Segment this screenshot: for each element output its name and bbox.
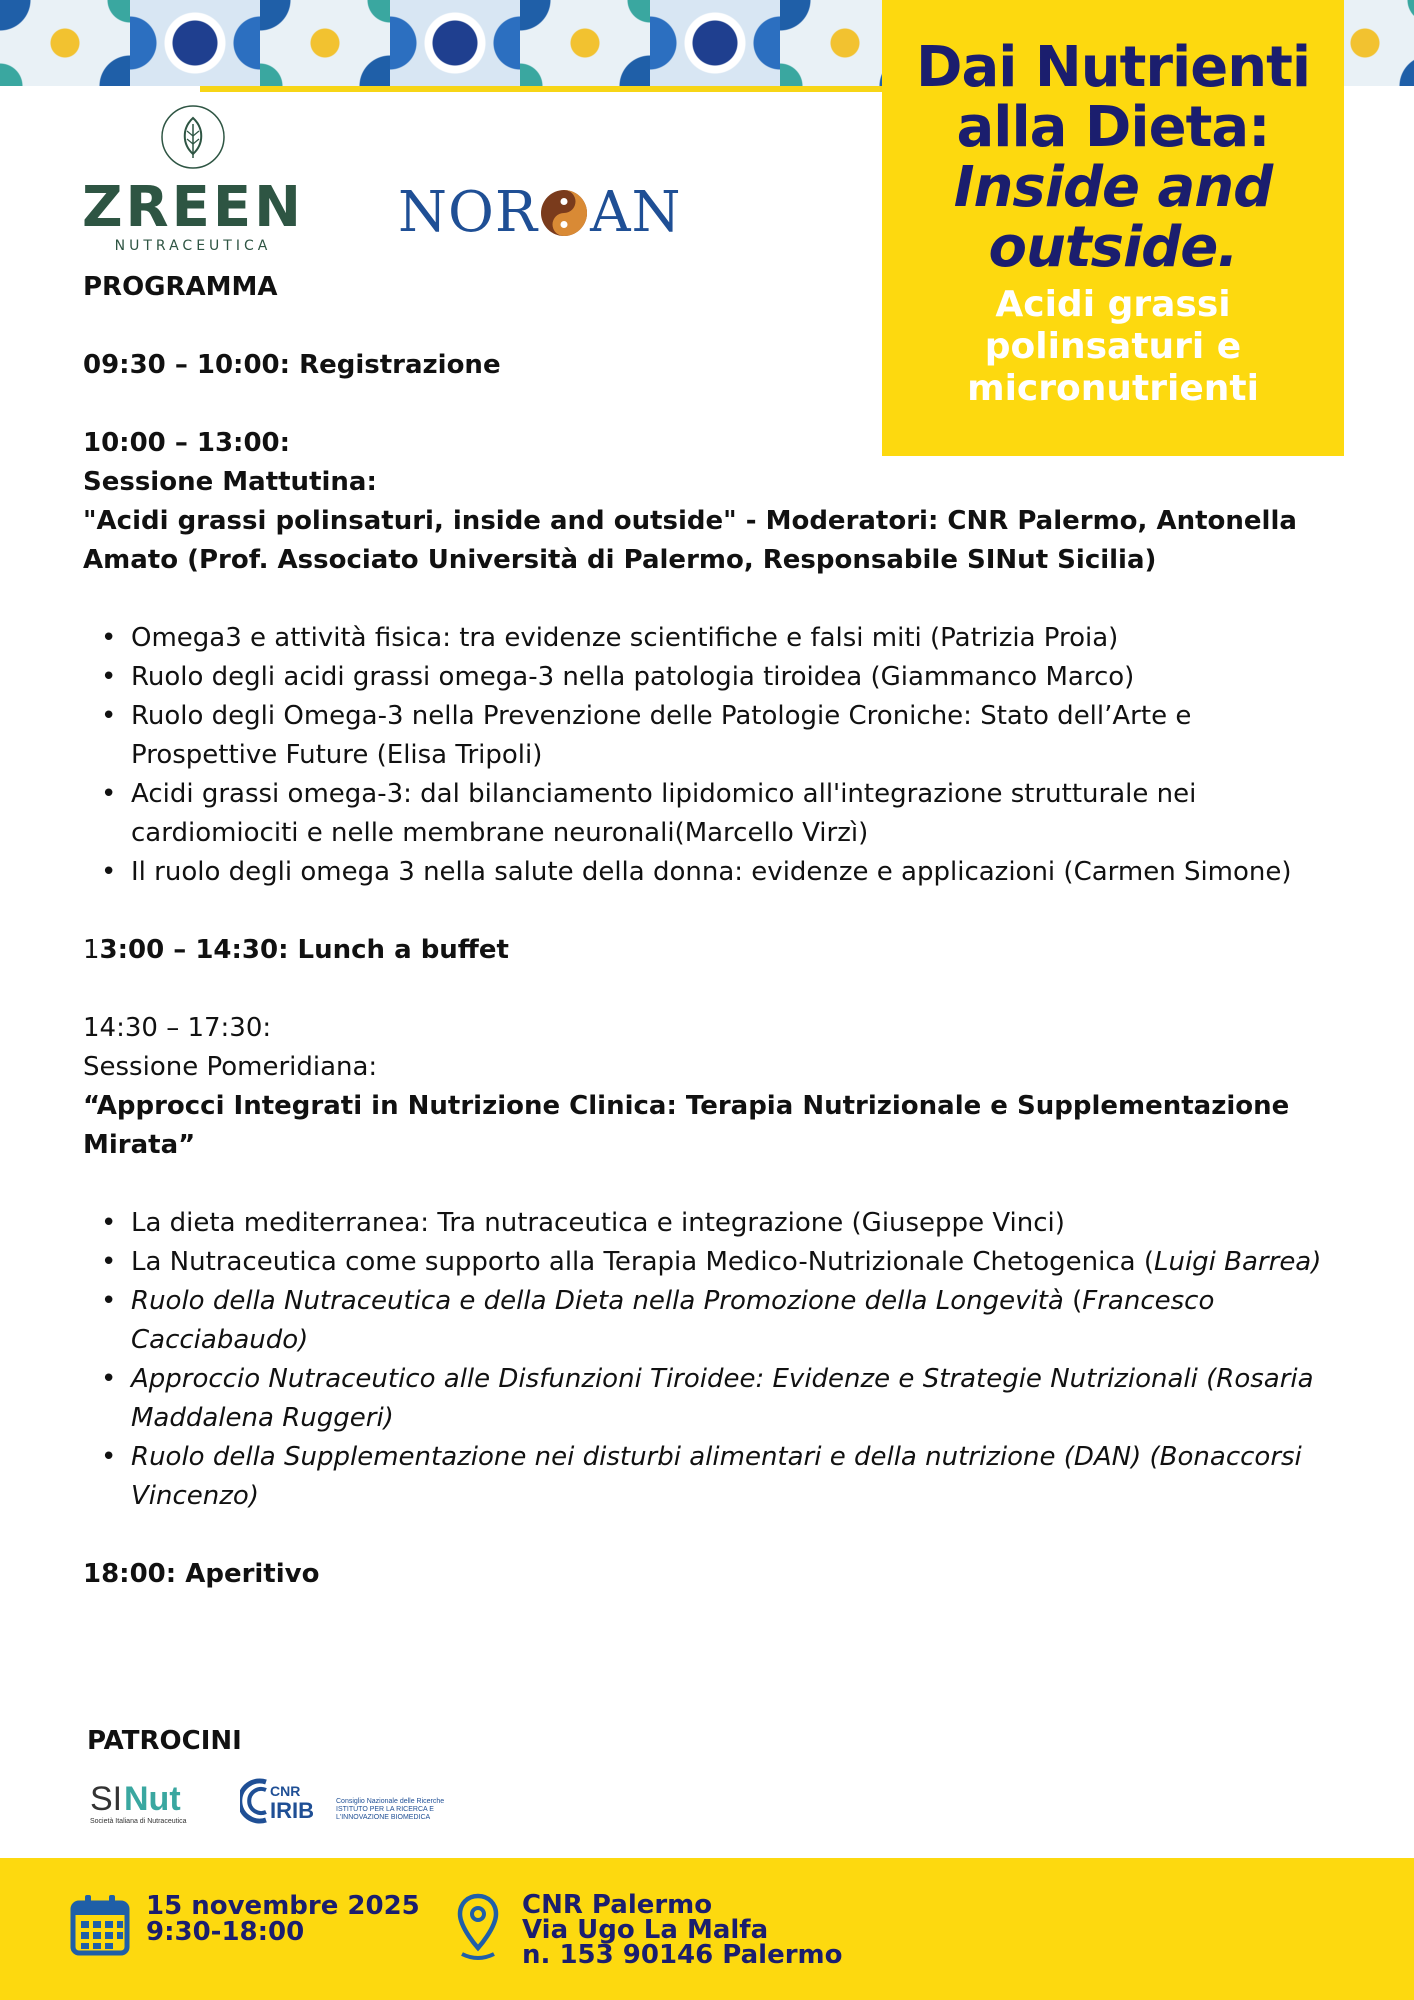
subtitle-line: polinsaturi e xyxy=(984,326,1242,367)
cnr-label: CNR xyxy=(270,1783,301,1799)
title-line: Inside and xyxy=(953,155,1273,220)
talk-speaker: Francesco Cacciabaudo) xyxy=(131,1286,1215,1355)
afternoon-title: “Approcci Integrati in Nutrizione Clinica: Terapia Nutrizionale e Supplementazione Mirata” xyxy=(83,1091,1290,1160)
morning-session: Sessione Mattutina: xyxy=(83,467,377,497)
cnr-caption: L'INNOVAZIONE BIOMEDICA xyxy=(336,1814,431,1821)
talk-text: La Nutraceutica come supporto alla Terapia Medico-Nutrizionale Chetogenica ( xyxy=(131,1247,1154,1277)
morning-title: "Acidi grassi polinsaturi, inside and outside" - Moderatori: CNR Palermo, Antonella Amato (Prof. Associato Università di Palermo, Responsabile SINut Sicilia) xyxy=(83,506,1297,575)
list-item: • Ruolo degli acidi grassi omega-3 nella patologia tiroidea (Giammanco Marco) xyxy=(131,658,1343,697)
norsan-logo xyxy=(398,180,682,245)
time: 9:30-18:00 xyxy=(146,1917,305,1947)
location-pin-icon xyxy=(456,1892,500,1962)
registration: 09:30 – 10:00: Registrazione xyxy=(83,350,501,380)
lunch-prefix: 1 xyxy=(83,935,100,965)
talk-text: Ruolo della Nutraceutica e della Dieta nella Promozione della Longevità xyxy=(131,1286,1064,1316)
lunch xyxy=(83,931,1343,970)
list-item: • Il ruolo degli omega 3 nella salute della donna: evidenze e applicazioni (Carmen Simone) xyxy=(131,853,1343,892)
tile-pattern xyxy=(390,0,520,86)
list-item: • Ruolo degli Omega-3 nella Prevenzione delle Patologie Croniche: Stato dell’Arte e Prospettive Future (Elisa Tripoli) xyxy=(131,697,1343,775)
aperitivo: 18:00: Aperitivo xyxy=(83,1559,320,1589)
list-item: • Omega3 e attività fisica: tra evidenze scientifiche e falsi miti (Patrizia Proia) xyxy=(131,619,1343,658)
tile-pattern xyxy=(130,0,260,86)
afternoon-time: 14:30 – 17:30: xyxy=(83,1013,272,1043)
zreen-logo xyxy=(80,104,306,254)
sinut-logo xyxy=(88,1772,200,1826)
norsan-emblem-icon xyxy=(539,188,589,238)
zreen-name: ZREEN xyxy=(81,175,305,240)
cnr-caption: Consiglio Nazionale delle Ricerche xyxy=(336,1798,445,1805)
calendar-icon xyxy=(70,1893,130,1957)
banner-underline xyxy=(200,86,900,92)
date: 15 novembre 2025 xyxy=(146,1891,420,1921)
sinut-si: SI xyxy=(90,1780,123,1818)
title-line: alla Dieta: xyxy=(956,95,1270,160)
list-item: • Approccio Nutraceutico alle Disfunzioni Tiroidee: Evidenze e Strategie Nutrizionali (Rosaria Maddalena Ruggeri) xyxy=(131,1360,1343,1438)
tile-pattern xyxy=(520,0,650,86)
leaf-icon xyxy=(160,104,226,170)
afternoon-session: Sessione Pomeridiana: xyxy=(83,1052,378,1082)
program-heading: PROGRAMMA xyxy=(83,272,278,302)
sinut-nut: Nut xyxy=(124,1780,181,1818)
title-line: Dai Nutrienti xyxy=(915,35,1311,100)
list-item xyxy=(131,1243,1343,1282)
subtitle-line: micronutrienti xyxy=(967,368,1259,409)
cnr-irib-logo xyxy=(240,1776,460,1824)
patrocini-label: PATROCINI xyxy=(87,1726,242,1756)
tile-pattern xyxy=(650,0,780,86)
address: n. 153 90146 Palermo xyxy=(522,1940,843,1970)
event-date xyxy=(146,1893,420,1945)
title-line: outside. xyxy=(988,215,1238,280)
talk-speaker: Luigi Barrea) xyxy=(1153,1247,1322,1277)
irib-label: IRIB xyxy=(270,1798,314,1823)
talk-paren: ( xyxy=(1063,1286,1083,1316)
list-item: • Ruolo della Supplementazione nei disturbi alimentari e della nutrizione (DAN) (Bonaccorsi Vincenzo) xyxy=(131,1438,1343,1516)
list-item: • Acidi grassi omega-3: dal bilanciamento lipidomico all'integrazione strutturale nei cardiomiociti e nelle membrane neuronali(Marcello Virzì) xyxy=(131,775,1343,853)
street: Via Ugo La Malfa xyxy=(522,1915,769,1945)
cnr-caption: ISTITUTO PER LA RICERCA E xyxy=(336,1806,434,1813)
morning-talks xyxy=(83,619,1343,892)
tile-pattern xyxy=(260,0,390,86)
venue: CNR Palermo xyxy=(522,1890,713,1920)
sinut-caption: Società Italiana di Nutraceutica xyxy=(90,1818,187,1825)
zreen-sub: NUTRACEUTICA xyxy=(114,238,272,254)
morning-time: 10:00 – 13:00: xyxy=(83,428,291,458)
lunch-text: 3:00 – 14:30: Lunch a buffet xyxy=(99,935,509,965)
norsan-text-left: NOR xyxy=(398,180,539,245)
program xyxy=(83,268,1343,1594)
tile-pattern xyxy=(0,0,130,86)
afternoon-talks xyxy=(83,1204,1343,1516)
norsan-text-right: AN xyxy=(590,180,682,245)
list-item: • La dieta mediterranea: Tra nutraceutica e integrazione (Giuseppe Vinci) xyxy=(131,1204,1343,1243)
list-item xyxy=(131,1282,1343,1360)
event-location xyxy=(522,1890,843,1970)
subtitle-line: Acidi grassi xyxy=(995,284,1231,325)
